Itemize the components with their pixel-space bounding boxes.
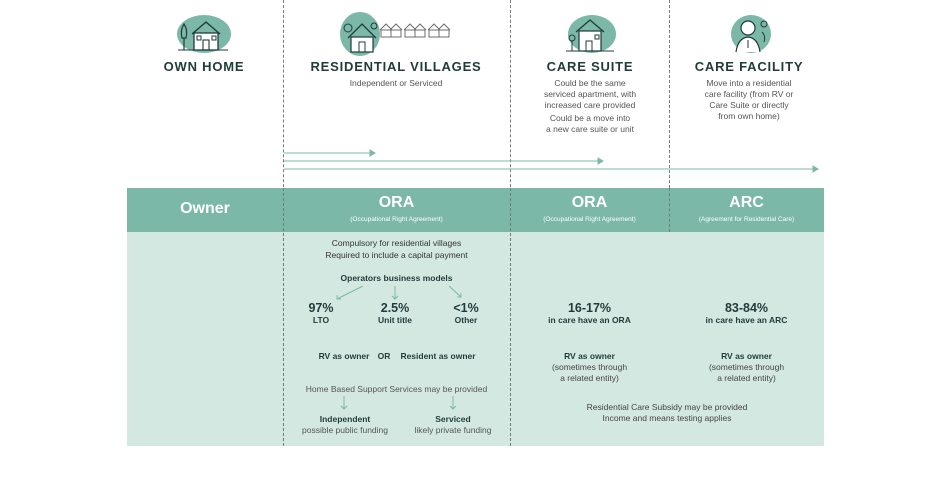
care-facility-desc-line: Care Suite or directly: [709, 100, 789, 110]
village-icon: [338, 8, 452, 56]
care-suite-desc-line: Could be the same: [554, 78, 626, 88]
care-suite-desc-line: increased care provided: [544, 100, 636, 110]
cf-stat: 83-84%: [724, 301, 769, 315]
care-suite-icon: [562, 12, 618, 56]
cs-owner-line-3: a related entity): [560, 373, 619, 383]
header-rv-sub: (Occupational Right Agreement): [350, 216, 443, 223]
stage-title-residential-villages: RESIDENTIAL VILLAGES: [310, 59, 482, 74]
model-unit-title-label: Unit title: [378, 315, 412, 325]
independent-title: Independent: [319, 414, 371, 424]
care-facility-desc-line: from own home): [718, 111, 780, 121]
rv-owner-or: OR: [377, 351, 391, 361]
cs-stat-label: in care have an ORA: [548, 315, 631, 325]
header-owner: Owner: [180, 200, 230, 217]
model-other-value: <1%: [453, 301, 479, 315]
model-unit-title-value: 2.5%: [380, 301, 410, 315]
stage-title-own-home: OWN HOME: [163, 59, 245, 74]
care-suite-desc-1: [515, 78, 665, 111]
rv-models-title: Operators business models: [340, 273, 453, 283]
subsidy-line-1: Residential Care Subsidy may be provided: [586, 402, 748, 412]
cf-stat-label: in care have an ARC: [705, 315, 788, 325]
stage-title-care-suite: CARE SUITE: [546, 59, 634, 74]
header-cf-title: ARC: [729, 194, 764, 211]
rv-owner-right: Resident as owner: [400, 351, 476, 361]
cf-owner-line-3: a related entity): [717, 373, 776, 383]
stage-subtitle-residential-villages: Independent or Serviced: [349, 78, 443, 88]
model-lto-value: 97%: [308, 301, 334, 315]
serviced-title: Serviced: [435, 414, 471, 424]
hbss-arrows: [283, 394, 510, 414]
cs-stat: 16-17%: [567, 301, 612, 315]
house-icon: [172, 12, 234, 54]
care-suite-desc-line: serviced apartment, with: [543, 89, 637, 99]
cs-owner-line-1: RV as owner: [564, 351, 615, 361]
header-rv-title: ORA: [378, 194, 415, 211]
header-cs-title: ORA: [571, 194, 608, 211]
model-lto-label: LTO: [312, 315, 330, 325]
serviced-sub: likely private funding: [414, 425, 492, 435]
subsidy-line-2: Income and means testing applies: [602, 413, 732, 423]
care-facility-icon: [726, 12, 776, 56]
cs-owner-line-2: (sometimes through: [551, 362, 628, 372]
rv-line-1: Compulsory for residential villages: [331, 238, 462, 248]
care-suite-desc-line: a new care suite or unit: [546, 124, 634, 134]
transition-arrows: [280, 146, 820, 176]
care-suite-desc-2: [515, 113, 665, 135]
independent-sub: possible public funding: [301, 425, 388, 435]
header-cs-sub: (Occupational Right Agreement): [543, 216, 636, 223]
rv-hbss: Home Based Support Services may be provided: [305, 384, 488, 394]
model-other-label: Other: [454, 315, 478, 325]
header-cf-sub: (Agreement for Residential Care): [698, 216, 795, 223]
care-facility-desc-line: care facility (from RV or: [704, 89, 794, 99]
stage-title-care-facility: CARE FACILITY: [694, 59, 804, 74]
care-suite-desc-line: Could be a move into: [549, 113, 631, 123]
care-facility-desc: [674, 78, 824, 122]
models-arrows: [283, 283, 510, 303]
rv-line-2: Required to include a capital payment: [325, 250, 468, 260]
cf-owner-line-2: (sometimes through: [708, 362, 785, 372]
rv-owner-left: RV as owner: [318, 351, 370, 361]
care-facility-desc-line: Move into a residential: [706, 78, 792, 88]
cf-owner-line-1: RV as owner: [721, 351, 772, 361]
